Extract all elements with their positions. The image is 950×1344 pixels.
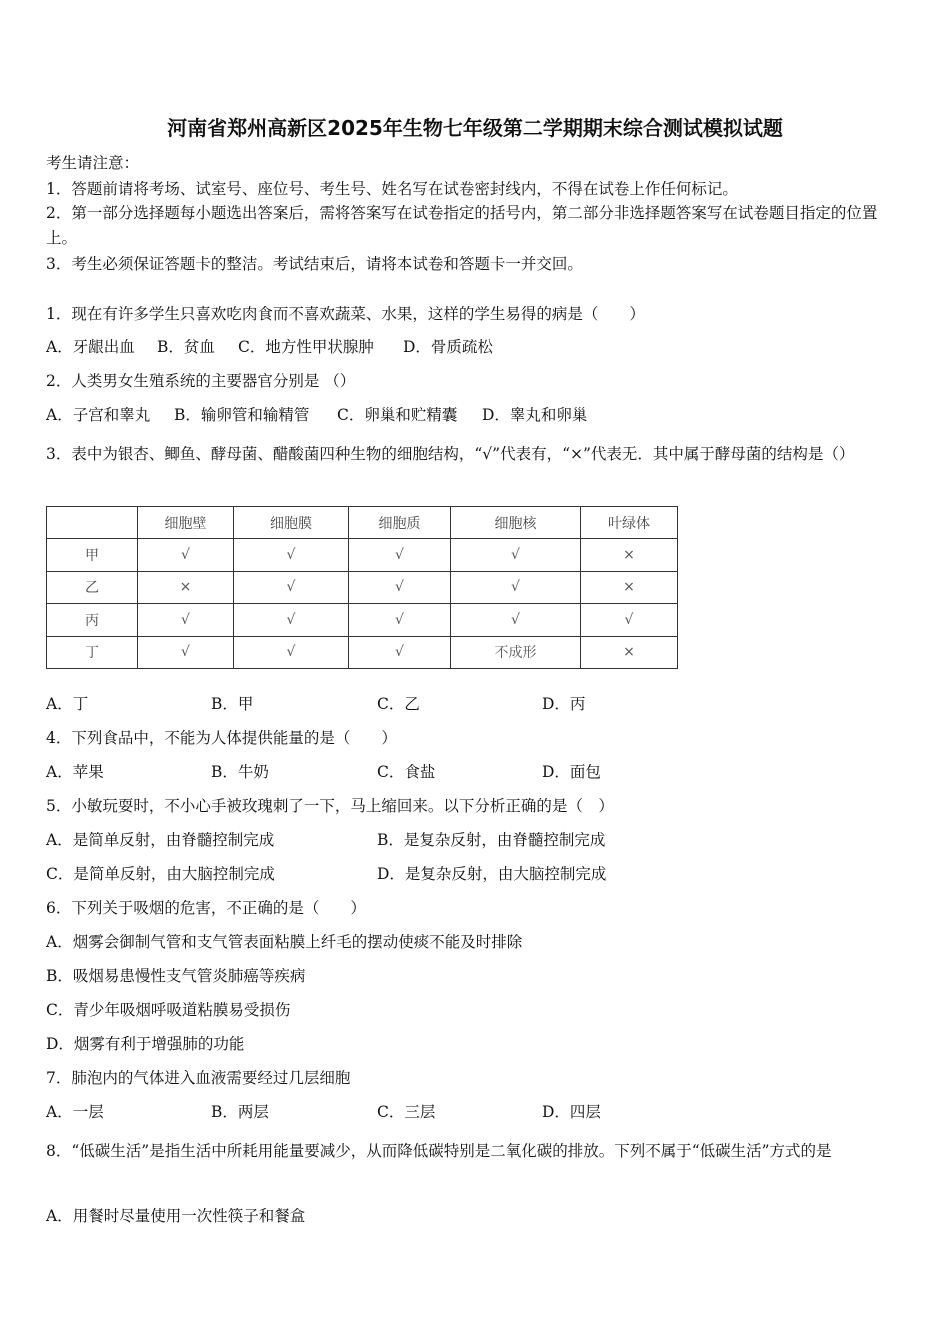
q4-option-b[interactable]: B．牛奶 <box>211 763 269 781</box>
q4-option-a[interactable]: A．苹果 <box>46 763 104 781</box>
q3-option-b[interactable]: B．甲 <box>211 695 254 713</box>
table-row <box>47 636 678 668</box>
q7-option-a[interactable]: A．一层 <box>46 1103 104 1121</box>
table-cell: √ <box>234 604 349 636</box>
cell-structure-table <box>46 506 678 669</box>
q7-option-d[interactable]: D．四层 <box>542 1103 601 1121</box>
q5-option-b[interactable]: B．是复杂反射，由脊髓控制完成 <box>377 831 606 849</box>
table-row <box>47 604 678 636</box>
q3-option-a[interactable]: A．丁 <box>46 695 89 713</box>
table-cell: √ <box>451 604 581 636</box>
table-header-row <box>47 507 678 539</box>
table-header-cell: 细胞核 <box>451 507 581 539</box>
table-cell: 不成形 <box>451 636 581 668</box>
q5-option-d[interactable]: D．是复杂反射，由大脑控制完成 <box>377 865 607 883</box>
q8-option-a[interactable]: A．用餐时尽量使用一次性筷子和餐盒 <box>46 1207 306 1225</box>
table-cell: √ <box>349 636 451 668</box>
table-cell: √ <box>138 604 234 636</box>
question-3-stem: 3．表中为银杏、鲫鱼、酵母菌、醋酸菌四种生物的细胞结构，“√”代表有，“×”代表无．其中属于酵母菌的结构是（） <box>46 445 855 463</box>
q1-option-d[interactable]: D．骨质疏松 <box>403 338 493 356</box>
q6-option-a[interactable]: A．烟雾会御制气管和支气管表面粘膜上纤毛的摆动使痰不能及时排除 <box>46 933 523 951</box>
table-cell: √ <box>349 571 451 603</box>
table-cell: 丙 <box>47 604 138 636</box>
table-cell: √ <box>451 539 581 571</box>
q6-option-b[interactable]: B．吸烟易患慢性支气管炎肺癌等疾病 <box>46 967 306 985</box>
table-header-cell: 叶绿体 <box>581 507 678 539</box>
q1-option-a[interactable]: A．牙龈出血 <box>46 338 135 356</box>
table-cell: 乙 <box>47 571 138 603</box>
table-cell: √ <box>138 539 234 571</box>
q5-option-a[interactable]: A．是简单反射，由脊髓控制完成 <box>46 831 275 849</box>
q7-option-b[interactable]: B．两层 <box>211 1103 269 1121</box>
notice-item-2: 2．第一部分选择题每小题选出答案后，需将答案写在试卷指定的括号内，第二部分非选择题答案写在试卷题目指定的位置上。 <box>46 204 878 247</box>
q1-option-b[interactable]: B．贫血 <box>157 338 215 356</box>
question-2-stem: 2．人类男女生殖系统的主要器官分别是 （） <box>46 372 356 390</box>
q2-option-d[interactable]: D．睾丸和卵巢 <box>482 406 588 424</box>
q6-option-d[interactable]: D．烟雾有利于增强肺的功能 <box>46 1035 245 1053</box>
table-cell: √ <box>234 571 349 603</box>
table-cell: √ <box>581 604 678 636</box>
notice-item-1: 1．答题前请将考场、试室号、座位号、考生号、姓名写在试卷密封线内，不得在试卷上作任何标记。 <box>46 180 738 198</box>
q6-option-c[interactable]: C．青少年吸烟呼吸道粘膜易受损伤 <box>46 1001 291 1019</box>
question-7-stem: 7．肺泡内的气体进入血液需要经过几层细胞 <box>46 1069 351 1087</box>
table-header-cell: 细胞膜 <box>234 507 349 539</box>
table-cell: × <box>138 571 234 603</box>
question-6-stem: 6．下列关于吸烟的危害，不正确的是（ ） <box>46 899 366 917</box>
q4-option-c[interactable]: C．食盐 <box>377 763 436 781</box>
table-cell: 丁 <box>47 636 138 668</box>
q2-option-b[interactable]: B．输卵管和输精管 <box>174 406 310 424</box>
q5-option-c[interactable]: C．是简单反射，由大脑控制完成 <box>46 865 275 883</box>
q1-option-c[interactable]: C．地方性甲状腺肿 <box>238 338 374 356</box>
table-cell: × <box>581 539 678 571</box>
table-cell: √ <box>138 636 234 668</box>
table-cell: √ <box>451 571 581 603</box>
notice-item-3: 3．考生必须保证答题卡的整洁。考试结束后，请将本试卷和答题卡一并交回。 <box>46 255 583 273</box>
table-cell: × <box>581 571 678 603</box>
q4-option-d[interactable]: D．面包 <box>542 763 601 781</box>
table-cell: √ <box>349 539 451 571</box>
table-cell: 甲 <box>47 539 138 571</box>
question-1-stem: 1．现在有许多学生只喜欢吃肉食而不喜欢蔬菜、水果，这样的学生易得的病是（ ） <box>46 305 645 323</box>
q2-option-c[interactable]: C．卵巢和贮精囊 <box>337 406 458 424</box>
page-title: 河南省郑州高新区2025年生物七年级第二学期期末综合测试模拟试题 <box>167 116 783 140</box>
table-cell: √ <box>234 636 349 668</box>
table-header-cell: 细胞壁 <box>138 507 234 539</box>
table-cell: √ <box>349 604 451 636</box>
table-row <box>47 571 678 603</box>
q7-option-c[interactable]: C．三层 <box>377 1103 436 1121</box>
q2-option-a[interactable]: A．子宫和睾丸 <box>46 406 151 424</box>
table-cell: × <box>581 636 678 668</box>
q3-option-c[interactable]: C．乙 <box>377 695 420 713</box>
table-cell: √ <box>234 539 349 571</box>
question-8-stem: 8．“低碳生活”是指生活中所耗用能量要减少，从而降低碳特别是二氧化碳的排放。下列不属于“低碳生活”方式的是 <box>46 1142 832 1160</box>
table-header-cell: 细胞质 <box>349 507 451 539</box>
question-5-stem: 5．小敏玩耍时，不小心手被玫瑰刺了一下，马上缩回来。以下分析正确的是（ ） <box>46 797 614 815</box>
table-row <box>47 539 678 571</box>
table-header-cell <box>47 507 138 539</box>
q3-option-d[interactable]: D．丙 <box>542 695 586 713</box>
notice-heading: 考生请注意： <box>46 154 140 172</box>
question-4-stem: 4．下列食品中，不能为人体提供能量的是（ ） <box>46 729 397 747</box>
